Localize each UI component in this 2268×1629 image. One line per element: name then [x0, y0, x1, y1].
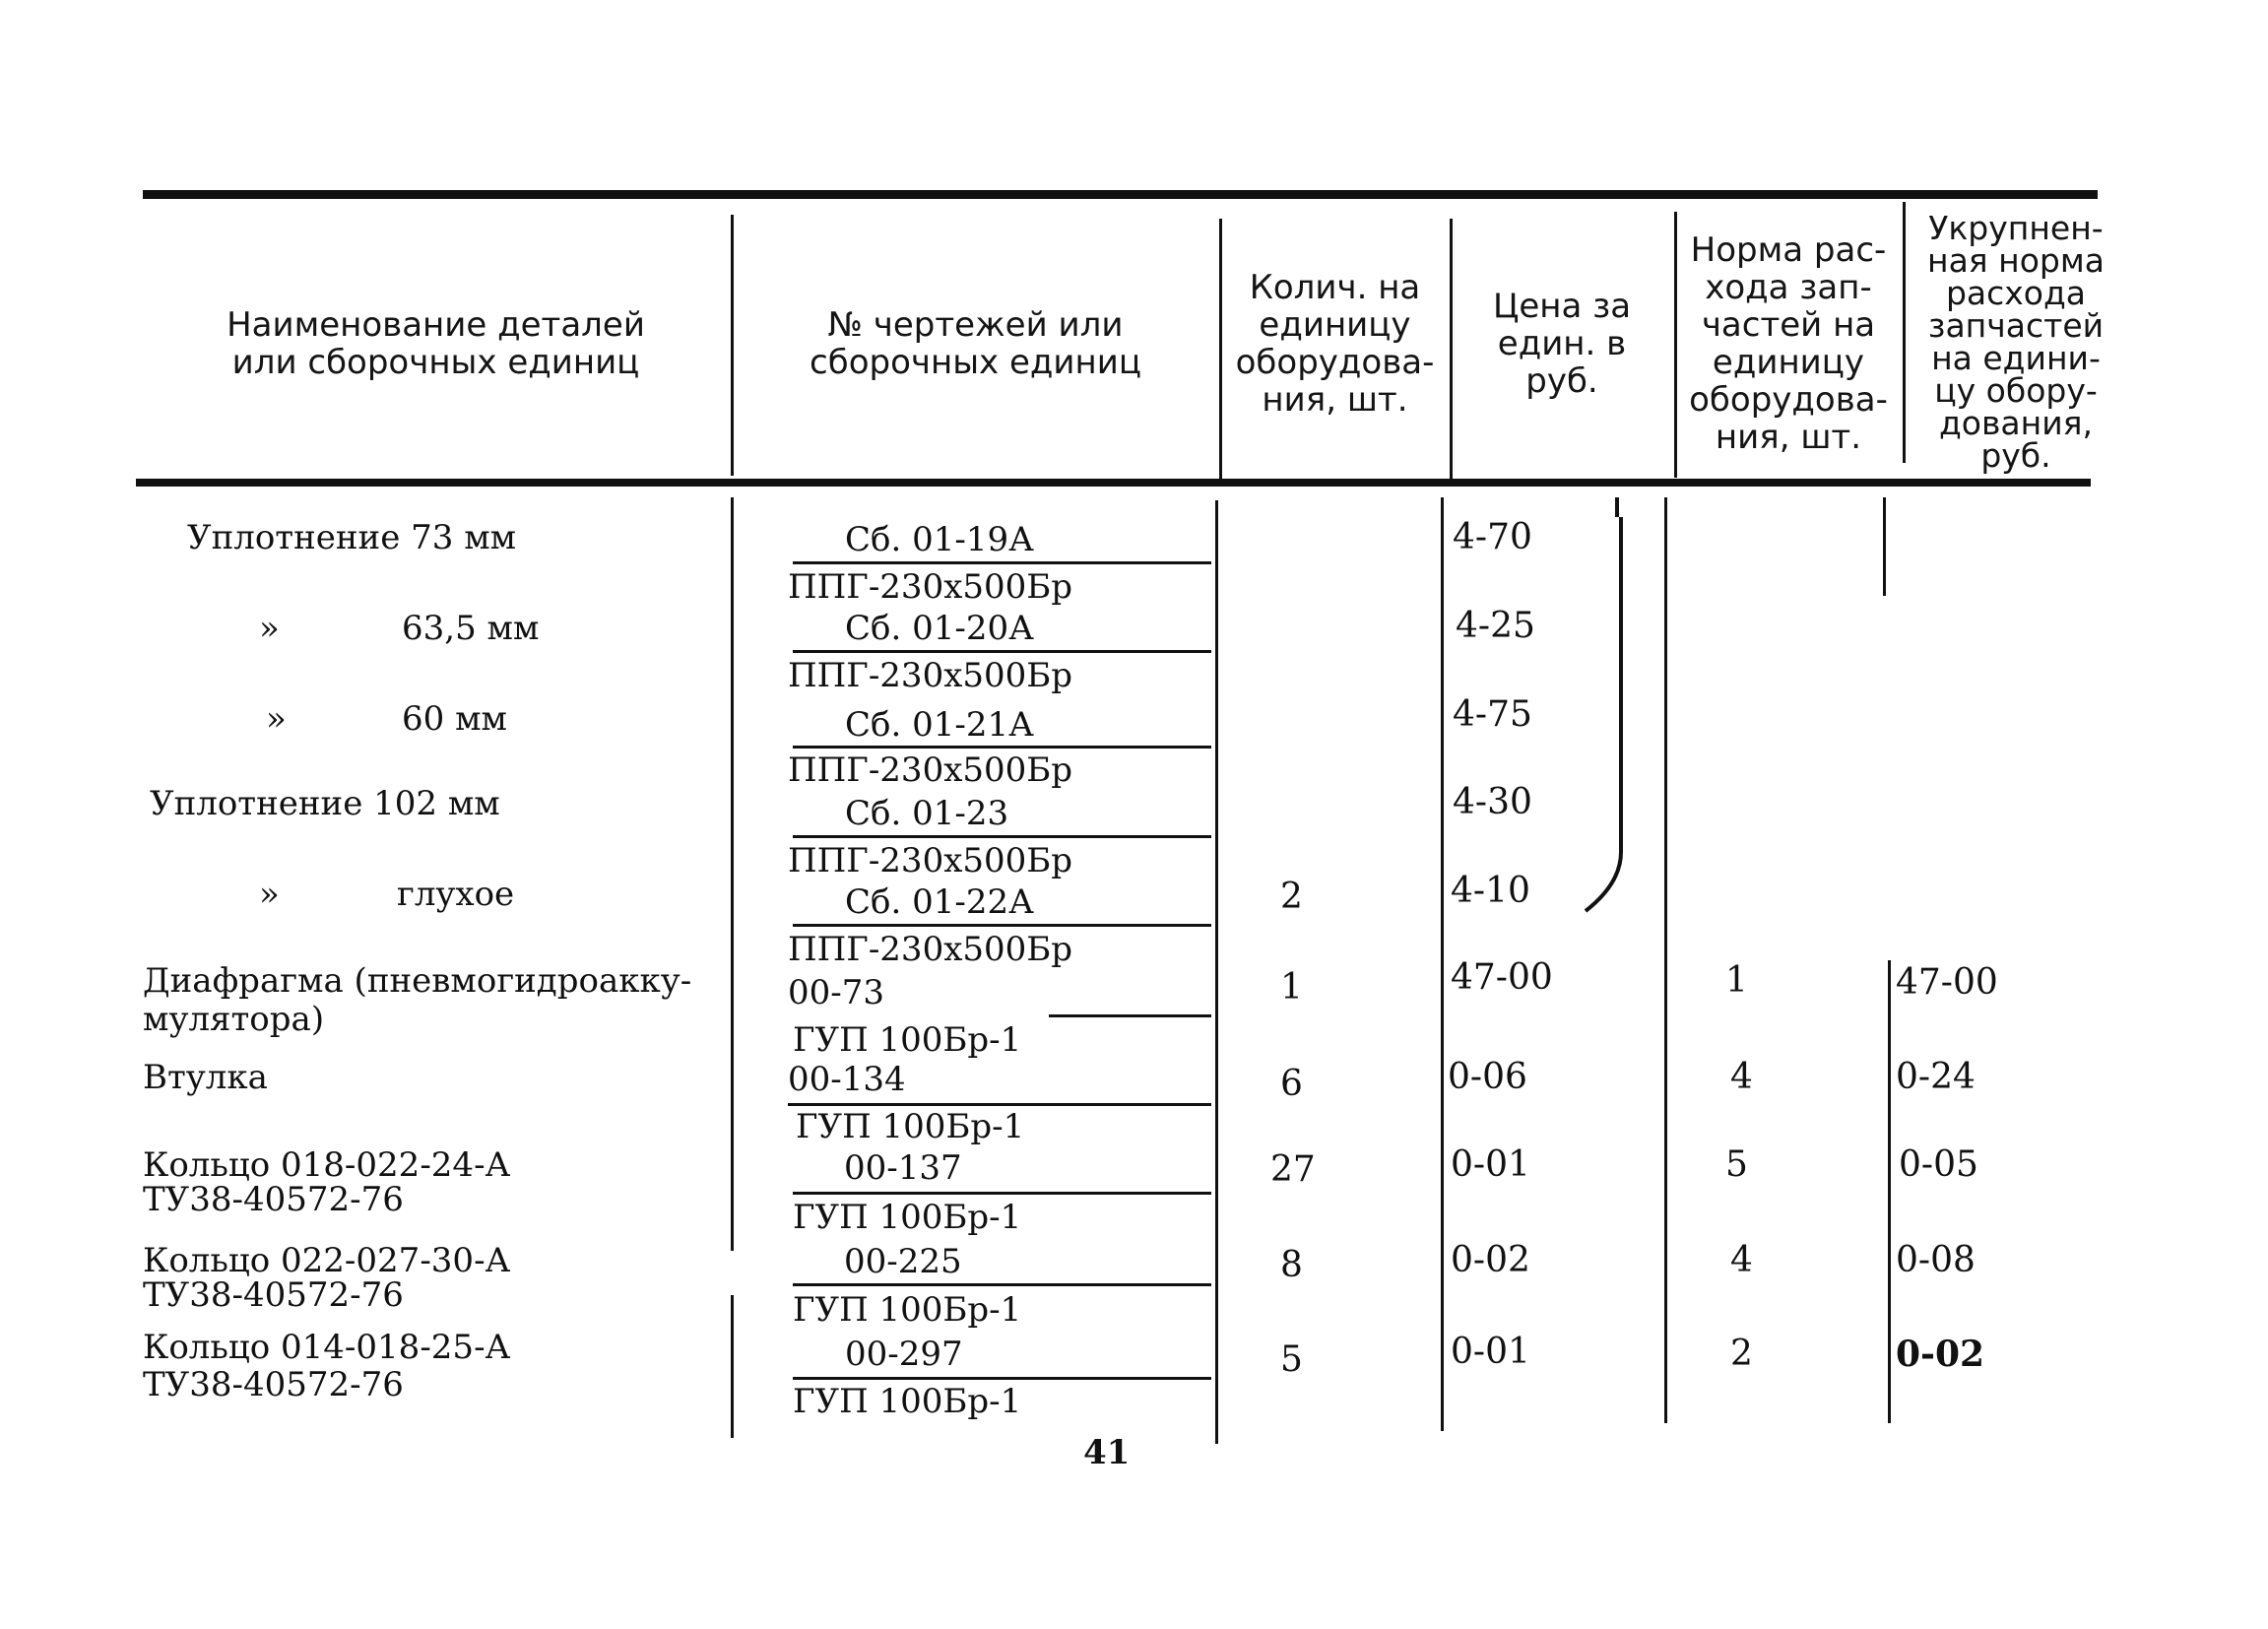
fraction-line — [793, 1283, 1211, 1286]
row-name-continued: мулятора) — [143, 1000, 325, 1039]
drawing-number: 00-225 — [844, 1242, 962, 1281]
norm: 4 — [1730, 1057, 1753, 1097]
row-name: Кольцо 018-022-24-А — [143, 1145, 511, 1185]
drawing-number: Сб. 01-19А — [845, 520, 1034, 559]
row-name: Втулка — [143, 1058, 268, 1097]
page-number: 41 — [1083, 1433, 1131, 1472]
fraction-line — [793, 835, 1211, 838]
header-drawing: № чертежей или сборочных единиц — [810, 305, 1141, 382]
enlarged-norm: 47-00 — [1896, 962, 1998, 1003]
drawing-material: ППГ-230х500Бр — [788, 930, 1073, 969]
qty: 5 — [1280, 1339, 1303, 1380]
drawing-material: ГУП 100Бр-1 — [796, 1107, 1025, 1146]
row-name-continued: ТУ38-40572-76 — [143, 1180, 404, 1219]
header-qty: Колич. на единицу оборудова- ния, шт. — [1235, 268, 1435, 420]
body-divider — [731, 497, 734, 1251]
enlarged-norm: 0-02 — [1896, 1334, 1985, 1375]
drawing-material: ГУП 100Бр-1 — [793, 1382, 1022, 1421]
row-name: Кольцо 022-027-30-А — [143, 1241, 511, 1280]
drawing-number: Сб. 01-23 — [845, 794, 1009, 833]
price: 0-02 — [1451, 1240, 1530, 1280]
fraction-line — [788, 1103, 1211, 1106]
drawing-material: ППГ-230х500Бр — [788, 656, 1073, 695]
row-name: Уплотнение 102 мм — [150, 784, 500, 823]
fraction-line — [1049, 1014, 1211, 1017]
qty: 1 — [1280, 967, 1303, 1008]
row-name: Уплотнение 73 мм — [187, 518, 517, 557]
qty: 27 — [1270, 1149, 1316, 1190]
header-divider — [1219, 219, 1222, 480]
price: 4-10 — [1451, 871, 1530, 911]
enlarged-norm: 0-05 — [1899, 1144, 1978, 1185]
norm: 4 — [1730, 1240, 1753, 1280]
body-divider — [1664, 497, 1667, 1423]
ditto-mark: » — [259, 875, 280, 914]
drawing-material: ГУП 100Бр-1 — [793, 1198, 1022, 1237]
header-divider — [1674, 212, 1677, 478]
fraction-line — [793, 1192, 1211, 1195]
norm: 2 — [1730, 1334, 1753, 1374]
price: 0-06 — [1448, 1057, 1527, 1097]
body-divider — [1883, 497, 1886, 596]
drawing-number: 00-297 — [845, 1335, 963, 1374]
fraction-line — [793, 561, 1211, 564]
price: 4-70 — [1453, 517, 1532, 557]
drawing-material: ГУП 100Бр-1 — [793, 1290, 1022, 1330]
ditto-mark: » — [266, 699, 287, 739]
price: 0-01 — [1451, 1332, 1530, 1372]
table-top-rule — [143, 190, 2098, 199]
header-price: Цена за един. в руб. — [1492, 287, 1632, 401]
row-name-continued: ТУ38-40572-76 — [143, 1275, 404, 1315]
header-divider — [731, 215, 734, 476]
header-name: Наименование деталей или сборочных единиц — [227, 305, 645, 382]
row-name: 60 мм — [402, 699, 507, 739]
drawing-material: ППГ-230х500Бр — [788, 567, 1073, 607]
qty: 2 — [1280, 877, 1303, 917]
fraction-line — [793, 924, 1211, 927]
drawing-number: Сб. 01-20А — [845, 609, 1034, 648]
enlarged-norm: 0-08 — [1896, 1240, 1976, 1280]
price: 0-01 — [1451, 1144, 1530, 1185]
drawing-number: Сб. 01-22А — [845, 882, 1034, 922]
fraction-line — [793, 746, 1211, 749]
group-bracket — [1576, 497, 1635, 921]
row-name: глухое — [397, 875, 515, 914]
row-name: 63,5 мм — [402, 609, 540, 648]
drawing-number: 00-134 — [788, 1060, 906, 1099]
drawing-number: 00-137 — [844, 1148, 962, 1188]
enlarged-norm: 0-24 — [1896, 1057, 1976, 1097]
body-divider — [731, 1295, 734, 1438]
header-bottom-rule — [136, 479, 2091, 487]
header-norm: Норма рас- хода зап- частей на единицу оборудова- ния, шт. — [1689, 230, 1888, 457]
drawing-material: ППГ-230х500Бр — [788, 841, 1073, 880]
price: 4-75 — [1453, 694, 1532, 735]
header-divider — [1903, 202, 1906, 463]
norm: 1 — [1725, 960, 1748, 1001]
fraction-line — [793, 650, 1211, 653]
header-divider — [1450, 219, 1453, 480]
body-divider — [1888, 960, 1891, 1423]
header-enlarged: Укрупнен- ная норма расхода запчастей на едини- цу обору- дования, руб. — [1927, 209, 2105, 475]
body-divider — [1215, 500, 1218, 1444]
ditto-mark: » — [259, 609, 280, 648]
qty: 6 — [1280, 1064, 1303, 1104]
row-name: Кольцо 014-018-25-А — [143, 1328, 511, 1367]
price: 4-30 — [1453, 782, 1532, 822]
fraction-line — [793, 1377, 1211, 1380]
drawing-number: Сб. 01-21А — [845, 705, 1034, 745]
body-divider — [1441, 497, 1444, 1431]
norm: 5 — [1725, 1144, 1748, 1185]
row-name-continued: ТУ38-40572-76 — [143, 1365, 404, 1404]
drawing-number: 00-73 — [788, 973, 885, 1012]
price: 47-00 — [1451, 957, 1553, 998]
qty: 8 — [1280, 1245, 1303, 1285]
row-name: Диафрагма (пневмогидроакку- — [143, 961, 692, 1001]
price: 4-25 — [1456, 606, 1535, 646]
drawing-material: ГУП 100Бр-1 — [793, 1020, 1022, 1060]
drawing-material: ППГ-230х500Бр — [788, 750, 1073, 790]
